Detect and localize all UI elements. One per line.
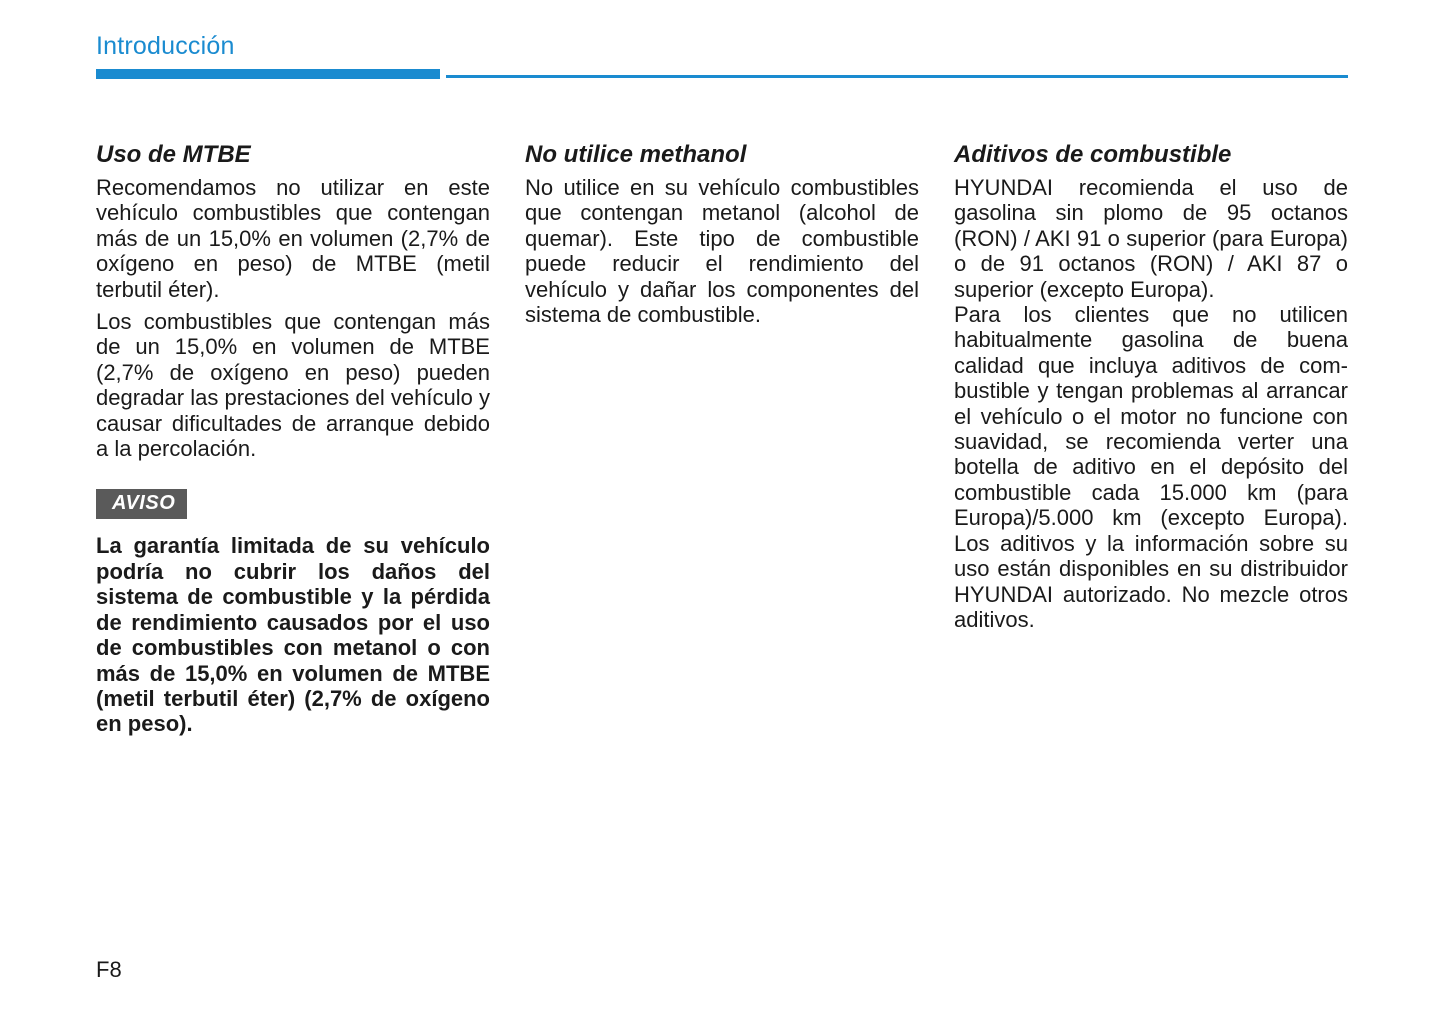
additives-heading: Aditivos de combustible bbox=[954, 141, 1232, 168]
methanol-heading: No utilice methanol bbox=[525, 141, 747, 168]
header-rule-thin bbox=[446, 75, 1348, 78]
section-title: Introducción bbox=[96, 32, 235, 60]
column-mtbe bbox=[96, 140, 490, 737]
additives-paragraph-1: HYUNDAI recomienda el uso de gasolina sin plomo de 95 octanos (RON) / AKI 91 o superior (para Europa) o de 91 octanos (RON) / AKI 87 o superior (excepto Europa). bbox=[954, 175, 1348, 302]
notice-badge: AVISO bbox=[96, 489, 187, 519]
mtbe-heading: Uso de MTBE bbox=[96, 141, 251, 168]
header-rule-thick bbox=[96, 69, 440, 79]
methanol-paragraph-1: No utilice en su vehículo combustibles que contengan metanol (alcohol de quemar). Este tipo de combustible puede reducir el rendimiento del vehículo y dañar los componentes del sistema de combustible. bbox=[525, 175, 919, 328]
page-number: F8 bbox=[96, 957, 122, 982]
additives-paragraph-2: Para los clientes que no utilicen habitualmente gasolina de buena calidad que incluya aditivos de combustible y tengan problemas al arrancar el vehículo o el motor no funcione con suavidad, se recomienda verter una botella de aditivo en el depósito del combustible cada 15.000 km (para Europa)/5.000 km (excepto Europa). Los aditivos y la información sobre su uso están disponibles en su distribuidor HYUNDAI autorizado. No mezcle otros aditivos. bbox=[954, 302, 1348, 632]
notice-text: La garantía limitada de su vehículo podría no cubrir los daños del sistema de combustible y la pérdida de rendimiento causados por el uso de combustibles con metanol o con más de 15,0% en volumen de MTBE (metil terbutil éter) (2,7% de oxígeno en peso). bbox=[96, 533, 490, 737]
mtbe-paragraph-1: Recomendamos no utilizar en este vehículo combustibles que contengan más de un 15,0% en volumen (2,7% de oxígeno en peso) de MTBE (metil terbutil éter). bbox=[96, 175, 490, 302]
column-additives bbox=[954, 140, 1348, 632]
mtbe-paragraph-2: Los combustibles que contengan más de un 15,0% en volumen de MTBE (2,7% de oxígeno en peso) pueden degradar las prestaciones del vehículo y causar dificultades de arranque debido a la percolación. bbox=[96, 309, 490, 462]
column-methanol bbox=[525, 140, 919, 327]
